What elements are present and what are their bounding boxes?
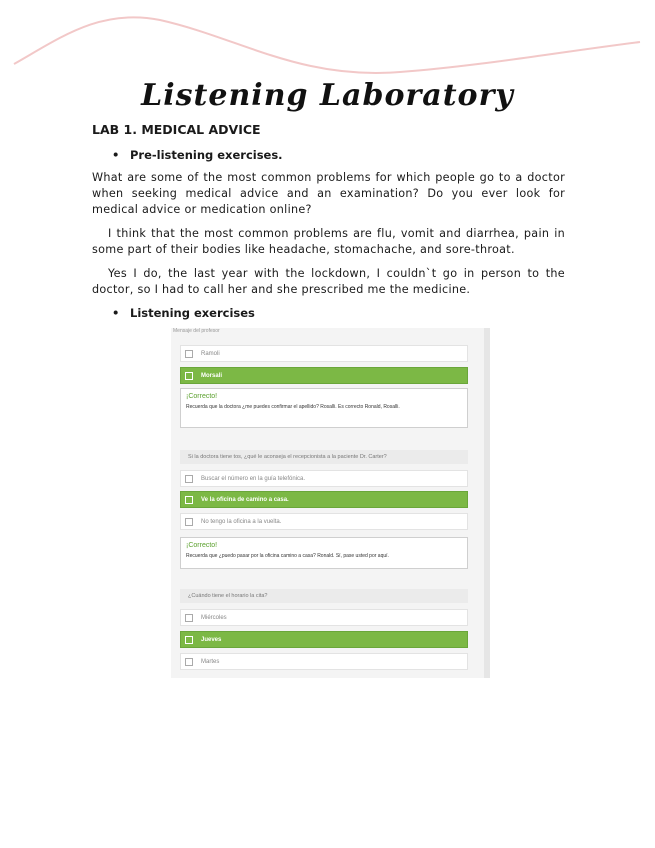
q2-option-a[interactable]: Buscar el número en la guía telefónica. [180,470,468,487]
q2-option-b-correct[interactable]: Ve la oficina de camino a casa. [180,491,468,508]
q2-feedback: ¡Correcto! Recuerda que ¿puedo pasar por la oficina camino a casa? Ronald. Sí, pase usted por aquí. [180,537,468,569]
q3-option-a[interactable]: Miércoles [180,609,468,626]
decorative-wave [0,0,655,90]
answer-paragraph-2: Yes I do, the last year with the lockdown, I couldn`t go in person to the doctor, so I had to call her and she prescribed me the medicine. [92,267,565,296]
q1-feedback: ¡Correcto! Recuerda que la doctora ¿me puedes confirmar el apellido? Rosalli. Es correcto Ronald, Rosalli. [180,388,468,428]
q3-option-b-correct[interactable]: Jueves [180,631,468,648]
q3-option-c[interactable]: Martes [180,653,468,670]
checkbox-icon[interactable] [185,658,193,666]
q1-option-a[interactable]: Ramoli [180,345,468,362]
question-paragraph: What are some of the most common problems for which people go to a doctor when seeking medical advice and an examination? Do you ever look for medical advice or medication online? [92,171,565,216]
checked-box-icon[interactable] [185,636,193,644]
q3-question: ¿Cuándo tiene el horario la cita? [180,589,468,603]
answer-paragraph-1: I think that the most common problems are flu, vomit and diarrhea, pain in some part of their bodies like headache, stomachache, and sore-throat. [92,227,565,256]
q2-question: Si la doctora tiene tos, ¿qué le aconseja el recepcionista a la paciente Dr. Carter? [180,450,468,464]
bullet-listening: • Listening exercises [112,306,255,320]
q2-option-c[interactable]: No tengo la oficina a la vuelta. [180,513,468,530]
checkbox-icon[interactable] [185,518,193,526]
page-title: Listening Laboratory [141,78,514,113]
checked-box-icon[interactable] [185,372,193,380]
bullet-pre-listening: • Pre-listening exercises. [112,148,283,162]
checkbox-icon[interactable] [185,350,193,358]
quiz-header: Mensaje del profesor [173,328,220,334]
lab-heading: LAB 1. MEDICAL ADVICE [92,122,261,137]
checked-box-icon[interactable] [185,496,193,504]
quiz-screenshot [171,328,490,678]
checkbox-icon[interactable] [185,614,193,622]
q1-option-b-correct[interactable]: Morsali [180,367,468,384]
checkbox-icon[interactable] [185,475,193,483]
